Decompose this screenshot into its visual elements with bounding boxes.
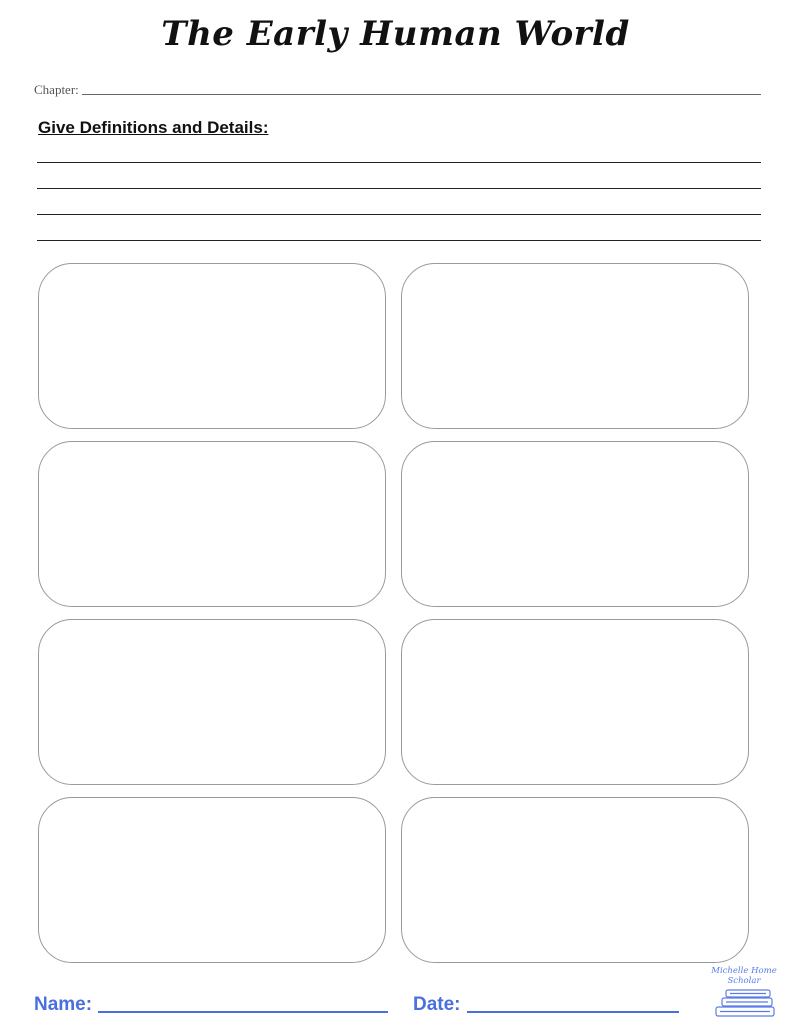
section-heading: Give Definitions and Details: xyxy=(38,118,269,137)
note-box[interactable] xyxy=(401,263,749,429)
logo-line2: Scholar xyxy=(727,976,761,986)
date-blank[interactable] xyxy=(467,993,679,1013)
name-blank[interactable] xyxy=(98,993,388,1013)
chapter-label: Chapter: xyxy=(34,82,79,97)
logo-text xyxy=(704,966,784,986)
note-box[interactable] xyxy=(401,619,749,785)
chapter-blank[interactable] xyxy=(82,80,761,95)
writing-line[interactable] xyxy=(37,162,761,163)
note-box[interactable] xyxy=(38,441,386,607)
books-icon xyxy=(712,988,782,1018)
writing-line[interactable] xyxy=(37,240,761,241)
name-field xyxy=(34,993,388,1016)
note-box[interactable] xyxy=(38,263,386,429)
logo xyxy=(704,966,784,1018)
writing-line[interactable] xyxy=(37,188,761,189)
note-box[interactable] xyxy=(38,797,386,963)
note-box[interactable] xyxy=(401,441,749,607)
date-field xyxy=(413,993,679,1016)
date-label: Date: xyxy=(413,994,461,1015)
note-box[interactable] xyxy=(401,797,749,963)
logo-line1: Michelle Home xyxy=(711,966,777,976)
chapter-row xyxy=(34,79,761,97)
name-label: Name: xyxy=(34,994,93,1015)
worksheet-title: The Early Human World xyxy=(161,14,630,54)
writing-line[interactable] xyxy=(37,214,761,215)
note-box[interactable] xyxy=(38,619,386,785)
